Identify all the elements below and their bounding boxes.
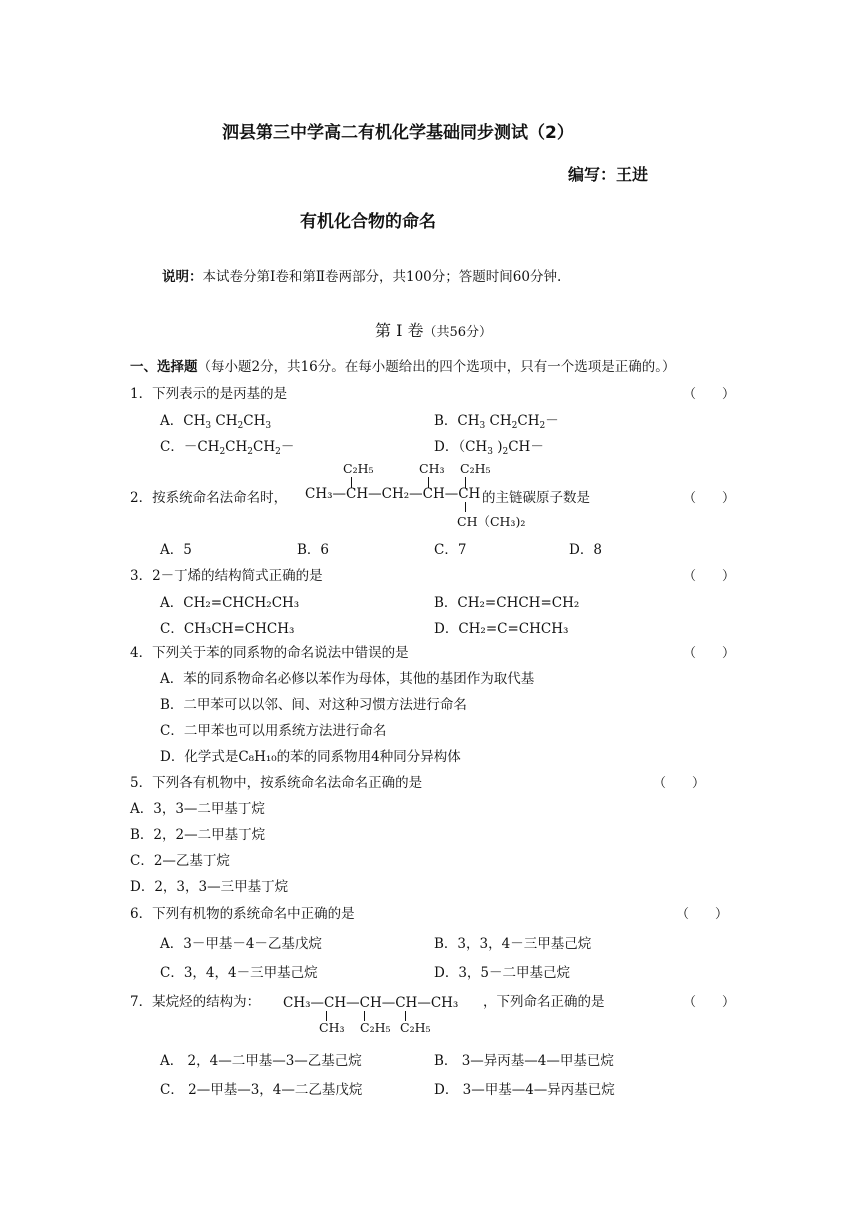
question-7-stem-post: ，下列命名正确的是: [483, 994, 605, 1010]
answer-paren: （ ）: [683, 387, 736, 402]
section-heading: [130, 355, 676, 375]
bond-line: [465, 502, 466, 512]
q2-main-chain: CH₃—CH—CH₂—CH—CH: [305, 486, 481, 502]
q6-option-d: D．3，5－二甲基己烷: [434, 965, 571, 981]
q7-option-a: A． 2，4—二甲基—3—乙基己烷: [160, 1053, 362, 1069]
question-4-stem: 4．下列关于苯的同系物的命名说法中错误的是: [130, 645, 409, 661]
q1-option-c: C．$-CH_2CH_2CH_2-$: [160, 439, 295, 457]
q2-substituent-3: C₂H₅: [460, 461, 491, 476]
q6-option-b: B．3，3，4－三甲基己烷: [434, 936, 592, 952]
instructions-text: 本试卷分第Ⅰ卷和第Ⅱ卷两部分，共100分；答题时间60分钟.: [202, 269, 562, 285]
q1-option-b: B．$CH_3$ $CH_2CH_2-$: [434, 413, 559, 431]
q7-option-d: D． 3—甲基—4—异丙基已烷: [434, 1082, 615, 1098]
q3-option-a: A．CH₂=CHCH₂CH₃: [160, 595, 300, 611]
q6-option-c: C．3，4，4－三甲基己烷: [160, 965, 318, 981]
volume-title: 第 Ⅰ 卷: [375, 321, 424, 340]
q7-substituent-1: CH₃: [319, 1020, 345, 1035]
answer-paren: （ ）: [683, 995, 736, 1010]
q5-option-b: B．2，2—二甲基丁烷: [130, 827, 266, 843]
page-subtitle: 有机化合物的命名: [300, 212, 436, 232]
q4-option-a: A．苯的同系物命名必修以苯作为母体，其他的基团作为取代基: [160, 671, 535, 687]
volume-heading: [375, 318, 492, 341]
q4-option-d: D．化学式是C₈H₁₀的苯的同系物用4种同分异构体: [160, 749, 461, 765]
question-6-stem: 6．下列有机物的系统命名中正确的是: [130, 906, 355, 922]
q7-option-b: B． 3—异丙基—4—甲基已烷: [434, 1053, 614, 1069]
q3-option-c: C．CH₃CH=CHCH₃: [160, 621, 295, 637]
q2-option-a: A．5: [160, 542, 192, 558]
question-5-stem: 5．下列各有机物中，按系统命名法命名正确的是: [130, 775, 423, 791]
q2-option-c: C．7: [434, 542, 467, 558]
answer-paren: （ ）: [653, 776, 706, 791]
answer-paren: （ ）: [683, 569, 736, 584]
instructions-label: 说明：: [162, 269, 203, 285]
answer-paren: （ ）: [676, 907, 729, 922]
q1-option-a: A．$CH_3$ $CH_2CH_3$: [160, 413, 272, 431]
q7-substituent-2: C₂H₅: [360, 1020, 391, 1035]
q4-option-b: B．二甲苯可以以邻、间、对这种习惯方法进行命名: [160, 697, 467, 713]
q7-option-c: C． 2—甲基—3，4—二乙基戊烷: [160, 1082, 363, 1098]
answer-paren: （ ）: [683, 646, 736, 661]
answer-paren: （ ）: [683, 491, 736, 506]
instructions: [162, 265, 561, 285]
q2-substituent-2: CH₃: [419, 461, 445, 476]
question-3-stem: 3．2－丁烯的结构简式正确的是: [130, 568, 323, 584]
q1-option-d: D．（$CH_3$ )$_2CH-$: [434, 439, 544, 457]
q5-option-d: D．2，3，3—三甲基丁烷: [130, 879, 289, 895]
q4-option-c: C．二甲苯也可以用系统方法进行命名: [160, 723, 387, 739]
q2-substituent-1: C₂H₅: [343, 461, 374, 476]
q3-option-b: B．CH₂=CHCH=CH₂: [434, 595, 580, 611]
q5-option-a: A．3，3—二甲基丁烷: [130, 801, 265, 817]
q5-option-c: C．2—乙基丁烷: [130, 853, 230, 869]
q2-option-b: B．6: [297, 542, 330, 558]
question-2-stem-post: 的主链碳原子数是: [482, 490, 590, 506]
q7-substituent-3: C₂H₅: [400, 1020, 431, 1035]
question-7-stem-pre: 7．某烷烃的结构为：: [130, 994, 261, 1010]
section-desc: （每小题2分，共16分。在每小题给出的四个选项中，只有一个选项是正确的。）: [197, 359, 676, 375]
section-label: 一、选择题: [130, 359, 198, 375]
question-1-stem: 1．下列表示的是丙基的是: [130, 386, 288, 402]
q3-option-d: D．CH₂=C=CHCH₃: [434, 621, 569, 637]
volume-score: （共56分）: [423, 325, 493, 340]
q6-option-a: A．3－甲基－4－乙基戊烷: [160, 936, 322, 952]
q2-substituent-4: CH（CH₃)₂: [457, 514, 526, 529]
q2-option-d: D．8: [569, 542, 602, 558]
author: 编写：王进: [568, 165, 649, 184]
page-title: 泗县第三中学高二有机化学基础同步测试（2）: [222, 123, 574, 143]
q7-main-chain: CH₃—CH—CH—CH—CH₃: [283, 995, 459, 1011]
question-2-stem-pre: 2．按系统命名法命名时，: [130, 490, 288, 506]
